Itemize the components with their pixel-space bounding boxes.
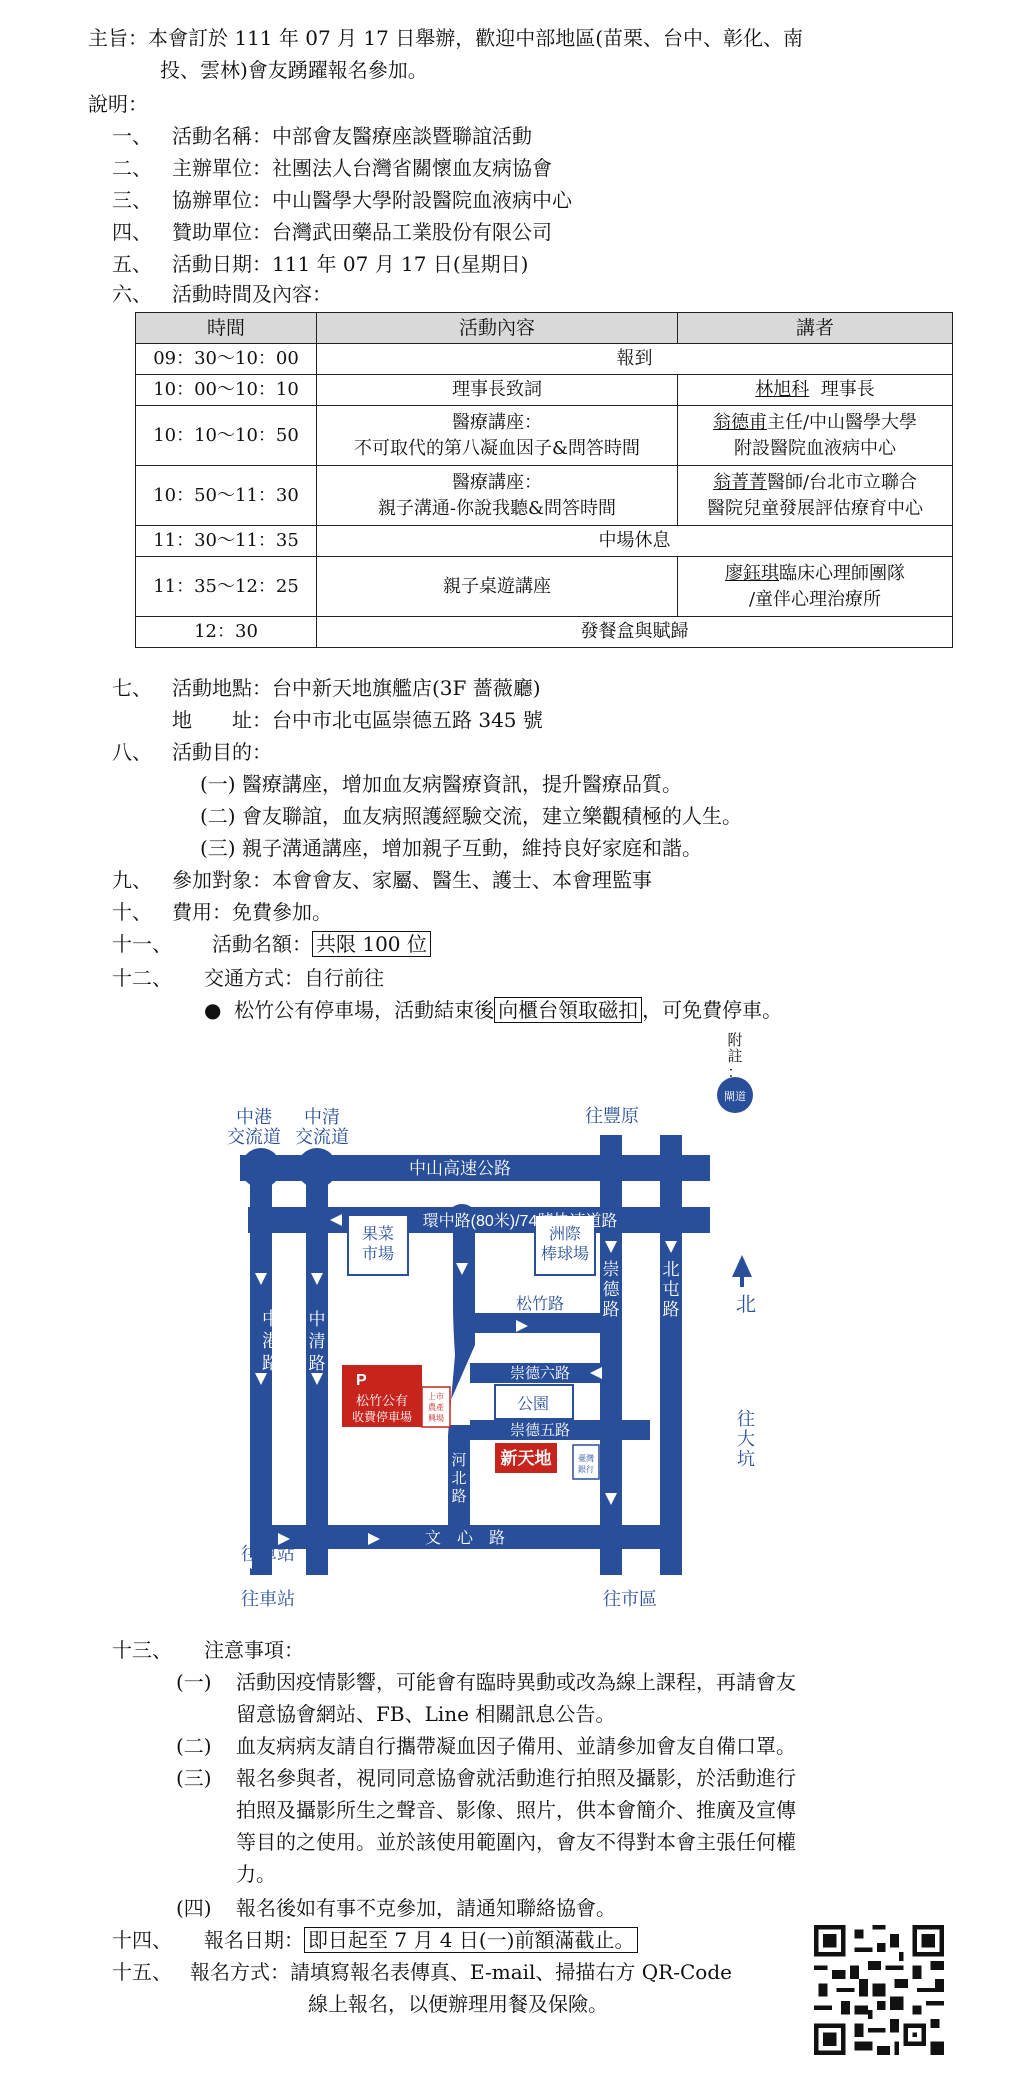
item-3-num: 三、 (112, 188, 152, 212)
bank-2: 銀行 (578, 1465, 594, 1474)
row-content (317, 406, 678, 466)
item-13-sub-1-num: (一) (176, 1670, 212, 1694)
songzhu-label: 松竹路 (515, 1296, 565, 1313)
item-10-num: 十、 (112, 900, 152, 924)
north-arrow-icon (732, 1255, 752, 1277)
note-char: 附 (727, 1032, 743, 1049)
item-13-sub-1-l1: 活動因疫情影響，可能會有臨時異動或改為線上課程，再請會友 (236, 1670, 796, 1694)
farm-market-1: 上市 (428, 1392, 444, 1401)
row-time: 11：30～11：35 (136, 526, 317, 557)
hebei-1: 河 (451, 1452, 467, 1469)
speaker-name: 翁菁菁 (712, 471, 767, 493)
row-speaker (678, 375, 953, 406)
park-label: 公園 (516, 1396, 550, 1413)
chongde-3: 路 (602, 1300, 620, 1319)
table-row (136, 557, 953, 617)
header-speaker: 講者 (678, 313, 953, 344)
ramp-badge-label: 閘道 (724, 1091, 746, 1103)
item-8-sub-3: (三) 親子溝通講座，增加親子互動，維持良好家庭和諧。 (200, 836, 702, 860)
item-13-sub-2-num: (二) (176, 1734, 212, 1758)
wenxin-label: 文 心 路 (424, 1530, 506, 1547)
row-content: 報到 (317, 344, 953, 375)
road-beitun (660, 1135, 682, 1575)
speaker-title: 理事長 (809, 379, 875, 400)
beitun-2: 屯 (662, 1280, 680, 1299)
chongde-2: 德 (602, 1280, 620, 1299)
to-dakeng-1: 往 (737, 1409, 755, 1429)
item-6-num: 六、 (112, 282, 152, 306)
qr-code-icon[interactable] (814, 1925, 944, 2055)
interchange-right-l2: 交流道 (295, 1127, 349, 1147)
interchange-right-icon (297, 1148, 337, 1188)
stadium-l2: 棒球場 (540, 1246, 590, 1263)
hebei-2: 北 (451, 1470, 467, 1487)
content-line: 不可取代的第八凝血因子&問答時間 (353, 437, 641, 459)
interchange-left-l1: 中港 (236, 1107, 272, 1127)
to-dakeng-2: 大 (737, 1429, 755, 1449)
item-8-num: 八、 (112, 740, 152, 764)
item-13-sub-1-l2: 留意協會網站、FB、Line 相關訊息公告。 (236, 1702, 616, 1726)
item-12-num: 十二、 (112, 966, 172, 990)
table-row (136, 466, 953, 526)
store-label: 新天地 (500, 1449, 552, 1468)
item-14-text (204, 1924, 638, 1956)
row-content (317, 466, 678, 526)
row-content: 發餐盒與賦歸 (317, 617, 953, 648)
row-speaker (678, 466, 953, 526)
item-10-text: 費用：免費參加。 (172, 900, 332, 924)
zhongqing-1: 中 (308, 1310, 326, 1329)
quota-box: 共限 100 位 (312, 931, 431, 957)
chongde6-label: 崇德六路 (509, 1365, 571, 1382)
note-char: ： (727, 1064, 743, 1081)
parking-label-2: 收費停車場 (351, 1410, 413, 1424)
item-13-sub-3-l3: 等目的之使用。並於該使用範圍內，會友不得對本會主張任何權 (236, 1830, 796, 1854)
item-13-sub-3-num: (三) (176, 1766, 212, 1790)
content-line: 醫療講座： (452, 471, 542, 493)
hebei-3: 路 (451, 1488, 467, 1505)
speaker-title: 臨床心理師團隊 (779, 562, 905, 584)
item-13-sub-2-l1: 血友病病友請自行攜帶凝血因子備用、並請參加會友自備口罩。 (236, 1734, 796, 1758)
row-content: 中場休息 (317, 526, 953, 557)
table-row (136, 526, 953, 557)
item-8-sub-1: (一) 醫療講座，增加血友病醫療資訊，提升醫療品質。 (200, 772, 682, 796)
zhonggang-2: 港 (262, 1331, 280, 1351)
to-city-label: 往市區 (603, 1589, 657, 1609)
row-time: 10：10～10：50 (136, 406, 317, 466)
to-fengyuan-label: 往豐原 (585, 1106, 639, 1126)
chongde5-label: 崇德五路 (509, 1422, 571, 1439)
bullet-text-pre: 松竹公有停車場，活動結束後 (234, 998, 495, 1022)
location-map (0, 1025, 1024, 1625)
item-8-sub-2: (二) 會友聯誼，血友病照護經驗交流，建立樂觀積極的人生。 (200, 804, 742, 828)
speaker-line: /童伴心理治療所 (748, 588, 882, 610)
table-row (136, 617, 953, 648)
item-2-text: 主辦單位：社團法人台灣省關懷血友病協會 (172, 156, 552, 180)
item-14-num: 十四、 (112, 1928, 172, 1952)
row-content: 理事長致詞 (317, 375, 678, 406)
to-dakeng-3: 坑 (737, 1449, 755, 1469)
item-13-sub-4-l1: 報名後如有事不克參加，請通知聯絡協會。 (236, 1896, 616, 1920)
to-station-label: 往車站 (241, 1544, 295, 1564)
row-time: 12：30 (136, 617, 317, 648)
item-11-label: 活動名額： (212, 932, 312, 956)
to-station-bottom-label: 往車站 (241, 1589, 295, 1609)
item-13-sub-3-l1: 報名參與者，視同同意協會就活動進行拍照及攝影，於活動進行 (236, 1766, 796, 1790)
bullet-icon: ● (204, 998, 235, 1022)
item-7-address: 地 址：台中市北屯區崇德五路 345 號 (172, 708, 543, 732)
speaker-name: 翁德甫 (712, 411, 767, 433)
ring-road-label: 環中路(80米)/74號快速道路 (422, 1213, 618, 1230)
stadium-l1: 洲際 (548, 1226, 582, 1243)
item-12-text: 交通方式：自行前往 (204, 966, 384, 990)
row-content: 親子桌遊講座 (317, 557, 678, 617)
magnet-box: 向櫃台領取磁扣 (494, 997, 642, 1023)
table-row (136, 375, 953, 406)
zhonggang-3: 路 (262, 1353, 280, 1373)
row-time: 09：30～10：00 (136, 344, 317, 375)
item-9-text: 參加對象：本會會友、家屬、醫生、護士、本會理監事 (172, 868, 652, 892)
item-7-num: 七、 (112, 676, 152, 700)
item-15-l2: 線上報名，以便辦理用餐及保險。 (308, 1992, 608, 2016)
beitun-3: 路 (662, 1300, 680, 1319)
zhongqing-3: 路 (308, 1354, 326, 1373)
item-15-num: 十五、 (112, 1960, 172, 1984)
interchange-left-l2: 交流道 (227, 1127, 281, 1147)
zhongqing-2: 清 (308, 1332, 326, 1351)
interchange-right-l1: 中清 (304, 1107, 340, 1127)
item-2-num: 二、 (112, 156, 152, 180)
item-13-text: 注意事項： (204, 1638, 304, 1662)
table-row (136, 406, 953, 466)
table-row (136, 344, 953, 375)
item-11-num: 十一、 (112, 932, 172, 956)
item-9-num: 九、 (112, 868, 152, 892)
item-11-text (212, 928, 431, 960)
north-label: 北 (736, 1294, 756, 1316)
item-13-num: 十三、 (112, 1638, 172, 1662)
bullet-text-post: ，可免費停車。 (642, 998, 783, 1022)
purpose-line-2: 投、雲林)會友踴躍報名參加。 (160, 58, 428, 82)
item-5-text: 活動日期：111 年 07 月 17 日(星期日) (172, 252, 529, 276)
speaker-title: 主任/中山醫學大學 (766, 411, 918, 433)
table-header-row (136, 313, 953, 344)
speaker-name: 林旭科 (755, 379, 810, 400)
item-8-text: 活動目的： (172, 740, 272, 764)
item-13-sub-3-l2: 拍照及攝影所生之聲音、影像、照片，供本會簡介、推廣及宣傳 (236, 1798, 796, 1822)
item-7-text: 活動地點：台中新天地旗艦店(3F 薔薇廳) (172, 676, 541, 700)
speaker-line: 醫院兒童發展評估療育中心 (707, 497, 923, 519)
market-box (348, 1215, 408, 1275)
content-line: 親子溝通-你說我聽&問答時間 (377, 497, 617, 519)
speaker-name: 廖鈺琪 (725, 562, 779, 584)
interchange-left-icon (241, 1148, 281, 1188)
schedule-table (135, 312, 953, 648)
parking-p-icon: P (356, 1372, 367, 1389)
row-time: 11：35～12：25 (136, 557, 317, 617)
road-songzhu (475, 1313, 622, 1333)
row-time: 10：50～11：30 (136, 466, 317, 526)
item-4-num: 四、 (112, 220, 152, 244)
item-1-num: 一、 (112, 124, 152, 148)
parking-label-1: 松竹公有 (355, 1393, 409, 1408)
header-time: 時間 (136, 313, 317, 344)
explain-label: 說明： (88, 92, 148, 116)
item-3-text: 協辦單位：中山醫學大學附設醫院血液病中心 (172, 188, 572, 212)
item-15-l1: 報名方式：請填寫報名表傳真、E-mail、掃描右方 QR-Code (190, 1960, 732, 1984)
item-13-sub-4-num: (四) (176, 1896, 212, 1920)
bank-1: 臺灣 (578, 1454, 594, 1463)
north-arrow-stem (740, 1275, 744, 1287)
header-content: 活動內容 (317, 313, 678, 344)
farm-market-3: 興場 (428, 1414, 444, 1423)
item-4-text: 贊助單位：台灣武田藥品工業股份有限公司 (172, 220, 552, 244)
beitun-1: 北 (662, 1260, 680, 1279)
item-6-text: 活動時間及內容： (172, 282, 332, 306)
row-speaker (678, 406, 953, 466)
item-1-text: 活動名稱：中部會友醫療座談暨聯誼活動 (172, 124, 532, 148)
item-5-num: 五、 (112, 252, 152, 276)
farm-market-2: 農產 (428, 1403, 444, 1412)
deadline-box: 即日起至 7 月 4 日(一)前額滿截止。 (304, 1927, 638, 1953)
item-13-sub-3-l4: 力。 (236, 1862, 276, 1886)
speaker-title: 醫師/台北市立聯合 (766, 471, 918, 493)
market-l1: 果菜 (361, 1226, 395, 1243)
row-speaker (678, 557, 953, 617)
row-time: 10：00～10：10 (136, 375, 317, 406)
purpose-line-1: 主旨：本會訂於 111 年 07 月 17 日舉辦，歡迎中部地區(苗栗、台中、彰化、南 (88, 26, 804, 50)
chongde-1: 崇 (602, 1260, 620, 1279)
road-chongde (600, 1135, 622, 1575)
content-line: 醫療講座： (452, 411, 542, 433)
zhonggang-1: 中 (262, 1309, 280, 1329)
freeway-label: 中山高速公路 (409, 1159, 511, 1178)
item-14-label: 報名日期： (204, 1928, 304, 1952)
market-l2: 市場 (361, 1246, 395, 1263)
note-char: 註 (727, 1048, 743, 1065)
parking-bullet (204, 994, 782, 1026)
speaker-line: 附設醫院血液病中心 (734, 437, 896, 459)
